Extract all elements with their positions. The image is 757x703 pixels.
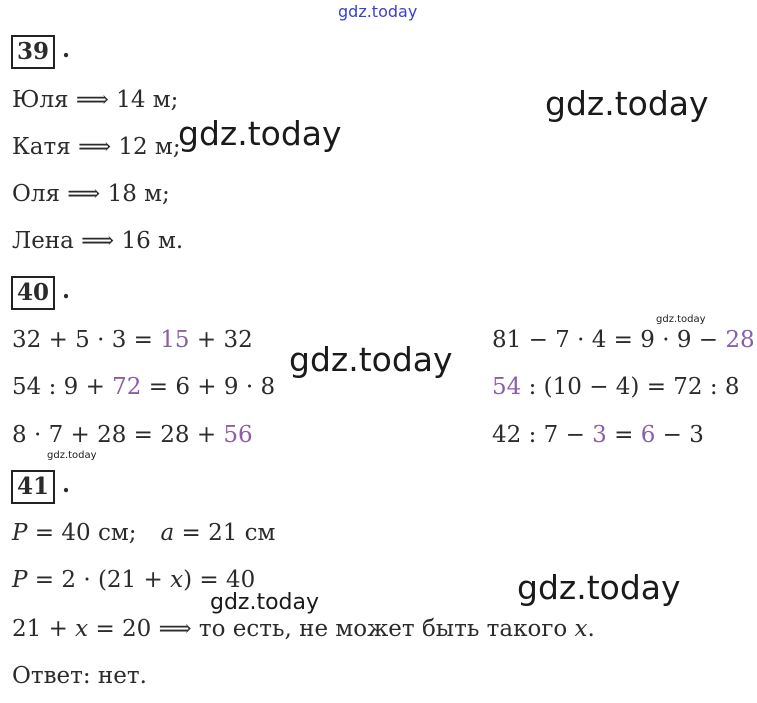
problem-number-dot: . bbox=[62, 36, 71, 63]
equation-part: = 21 см bbox=[174, 520, 276, 546]
equation bbox=[12, 421, 253, 449]
equation-part: 21 + bbox=[12, 616, 76, 642]
equation-answer: 6 bbox=[640, 422, 656, 448]
equation-part: 42 : 7 − bbox=[492, 422, 593, 448]
problem-number-dot: . bbox=[62, 471, 71, 498]
implies-arrow: ⟹ bbox=[81, 228, 115, 254]
variable: x bbox=[574, 616, 588, 642]
equation-part: = 40 см; bbox=[27, 520, 137, 546]
equation-answer: 15 bbox=[160, 327, 190, 353]
person-name: Юля bbox=[12, 87, 69, 113]
equation bbox=[492, 373, 740, 401]
variable: x bbox=[75, 616, 89, 642]
answer-line bbox=[12, 86, 178, 114]
variable: P bbox=[12, 567, 28, 593]
watermark-top: gdz.today bbox=[338, 2, 418, 21]
equation-part: + 32 bbox=[189, 327, 253, 353]
person-name: Катя bbox=[12, 134, 71, 160]
answer-line bbox=[12, 180, 170, 208]
problem-number-39: 39 bbox=[11, 35, 55, 69]
answer-text: Ответ: нет. bbox=[12, 663, 147, 689]
distance-value: 12 м; bbox=[118, 134, 181, 160]
equation-answer: 72 bbox=[112, 374, 142, 400]
problem-number-41: 41 bbox=[11, 470, 55, 504]
watermark: gdz.today bbox=[178, 114, 342, 153]
watermark: gdz.today bbox=[517, 568, 681, 607]
watermark: gdz.today bbox=[656, 314, 706, 325]
answer-line bbox=[12, 133, 181, 161]
watermark: gdz.today bbox=[210, 590, 320, 615]
equation-part: = 2 · (21 + bbox=[27, 567, 171, 593]
equation-part: = 6 + 9 · 8 bbox=[141, 374, 276, 400]
person-name: Лена bbox=[12, 228, 74, 254]
equation-part: : (10 − 4) = 72 : 8 bbox=[521, 374, 740, 400]
distance-value: 14 м; bbox=[116, 87, 179, 113]
equation bbox=[12, 373, 275, 401]
watermark: gdz.today bbox=[289, 340, 453, 379]
equation-answer: 28 bbox=[725, 327, 755, 353]
equation-part: 8 · 7 + 28 = 28 + bbox=[12, 422, 224, 448]
implies-arrow: ⟹ bbox=[75, 87, 109, 113]
equation bbox=[492, 326, 755, 354]
conclusion-line bbox=[12, 615, 595, 643]
person-name: Оля bbox=[12, 181, 60, 207]
problem-number-40: 40 bbox=[11, 276, 55, 310]
equation-answer: 3 bbox=[592, 422, 607, 448]
variable: x bbox=[170, 567, 184, 593]
equation-part: = 20 ⟹ то есть, не может быть такого bbox=[88, 616, 575, 642]
variable: a bbox=[160, 520, 175, 546]
watermark: gdz.today bbox=[545, 84, 709, 123]
variable: P bbox=[12, 520, 28, 546]
equation bbox=[12, 326, 253, 354]
answer-line bbox=[12, 227, 183, 255]
equation-part: 54 : 9 + bbox=[12, 374, 113, 400]
watermark: gdz.today bbox=[47, 450, 97, 461]
problem-number-dot: . bbox=[62, 277, 71, 304]
distance-value: 16 м. bbox=[121, 228, 184, 254]
equation-answer: 54 bbox=[492, 374, 522, 400]
given-line bbox=[12, 519, 275, 547]
equation bbox=[12, 566, 255, 594]
equation bbox=[492, 421, 704, 449]
implies-arrow: ⟹ bbox=[67, 181, 101, 207]
implies-arrow: ⟹ bbox=[78, 134, 112, 160]
equation-answer: 56 bbox=[223, 422, 253, 448]
equation-part: = bbox=[606, 422, 641, 448]
equation-part: − 3 bbox=[655, 422, 704, 448]
equation-part: 81 − 7 · 4 = 9 · 9 − bbox=[492, 327, 726, 353]
equation-part: ) = 40 bbox=[183, 567, 256, 593]
distance-value: 18 м; bbox=[107, 181, 170, 207]
equation-part: 32 + 5 · 3 = bbox=[12, 327, 161, 353]
equation-part: . bbox=[587, 616, 595, 642]
